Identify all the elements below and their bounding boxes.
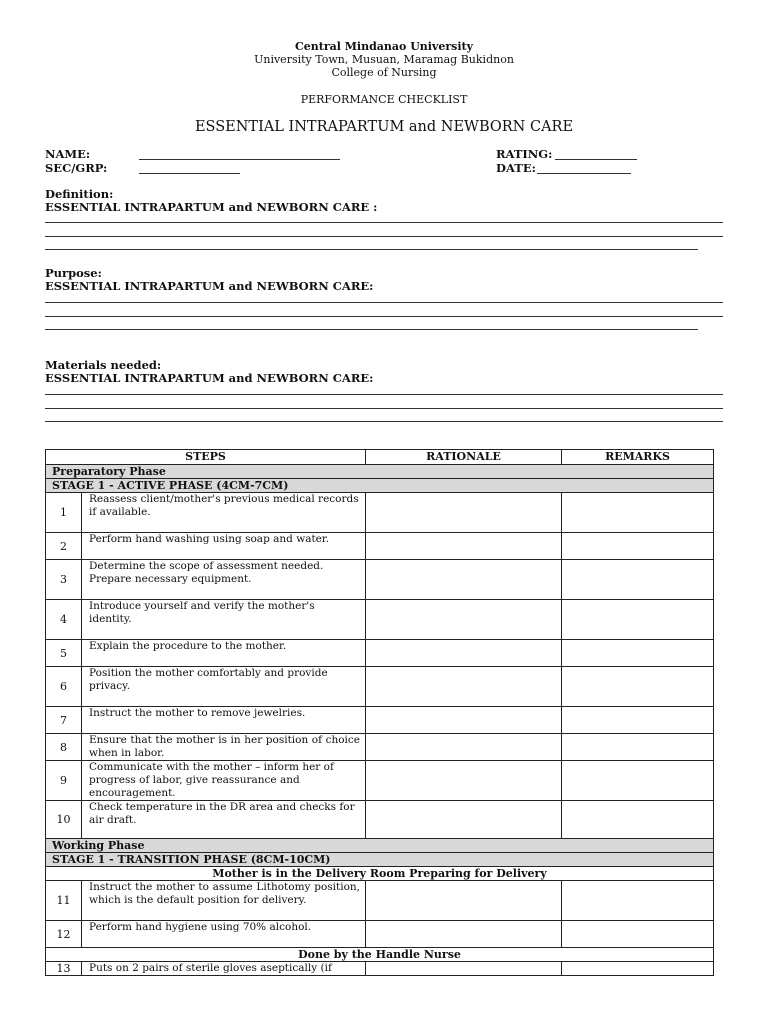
step-text: Explain the procedure to the mother. <box>82 640 366 667</box>
section-preparatory-phase: Preparatory Phase <box>46 465 714 479</box>
name-label: NAME: <box>45 147 91 161</box>
step-text: Determine the scope of assessment needed. Prepare necessary equipment. <box>82 560 366 600</box>
rationale-cell[interactable] <box>366 667 562 707</box>
remarks-cell[interactable] <box>562 761 714 801</box>
definition-heading: Definition: <box>45 187 114 201</box>
checklist-type: PERFORMANCE CHECKLIST <box>300 93 468 106</box>
step-number: 7 <box>46 707 82 734</box>
section-stage1-transition: STAGE 1 - TRANSITION PHASE (8CM-10CM) <box>46 853 714 867</box>
table-row <box>46 667 714 707</box>
rationale-cell[interactable] <box>366 801 562 839</box>
purpose-line-1[interactable] <box>45 302 723 303</box>
remarks-cell[interactable] <box>562 962 714 976</box>
purpose-line-3[interactable] <box>45 329 698 330</box>
remarks-cell[interactable] <box>562 600 714 640</box>
table-row <box>46 600 714 640</box>
secgrp-label: SEC/GRP: <box>45 161 108 175</box>
definition-line-3[interactable] <box>45 249 698 250</box>
step-number: 3 <box>46 560 82 600</box>
step-number: 12 <box>46 921 82 948</box>
table-row <box>46 801 714 839</box>
rationale-cell[interactable] <box>366 962 562 976</box>
handle-nurse-note: Done by the Handle Nurse <box>46 948 714 962</box>
step-text: Ensure that the mother is in her position of choice when in labor. <box>82 734 366 761</box>
section-stage1-active: STAGE 1 - ACTIVE PHASE (4CM-7CM) <box>46 479 714 493</box>
column-header-steps: STEPS <box>46 450 366 465</box>
remarks-cell[interactable] <box>562 881 714 921</box>
definition-line-1[interactable] <box>45 222 723 223</box>
rationale-cell[interactable] <box>366 761 562 801</box>
rationale-cell[interactable] <box>366 921 562 948</box>
definition-subject: ESSENTIAL INTRAPARTUM and NEWBORN CARE : <box>45 200 378 214</box>
step-text: Communicate with the mother – inform her of progress of labor, give reassurance and encouragement. <box>82 761 366 801</box>
step-text: Position the mother comfortably and provide privacy. <box>82 667 366 707</box>
table-row <box>46 761 714 801</box>
university-name: Central Mindanao University <box>294 40 474 53</box>
rationale-cell[interactable] <box>366 533 562 560</box>
checklist-table <box>45 449 714 976</box>
rationale-cell[interactable] <box>366 640 562 667</box>
rating-field-line[interactable] <box>555 159 637 160</box>
delivery-room-note: Mother is in the Delivery Room Preparing for Delivery <box>46 867 714 881</box>
table-row <box>46 921 714 948</box>
step-text: Check temperature in the DR area and checks for air draft. <box>82 801 366 839</box>
date-label: DATE: <box>496 161 536 175</box>
remarks-cell[interactable] <box>562 734 714 761</box>
page-title: ESSENTIAL INTRAPARTUM and NEWBORN CARE <box>194 119 574 135</box>
step-number: 11 <box>46 881 82 921</box>
definition-line-2[interactable] <box>45 236 723 237</box>
step-number: 4 <box>46 600 82 640</box>
step-text: Perform hand hygiene using 70% alcohol. <box>82 921 366 948</box>
table-row <box>46 962 714 976</box>
remarks-cell[interactable] <box>562 801 714 839</box>
college-name: College of Nursing <box>331 66 437 79</box>
rationale-cell[interactable] <box>366 734 562 761</box>
table-row <box>46 560 714 600</box>
rationale-cell[interactable] <box>366 600 562 640</box>
materials-line-2[interactable] <box>45 408 723 409</box>
materials-line-3[interactable] <box>45 421 723 422</box>
section-working-phase: Working Phase <box>46 839 714 853</box>
step-text: Perform hand washing using soap and water. <box>82 533 366 560</box>
materials-subject: ESSENTIAL INTRAPARTUM and NEWBORN CARE: <box>45 371 374 385</box>
step-number: 2 <box>46 533 82 560</box>
step-number: 6 <box>46 667 82 707</box>
table-header-row <box>46 450 714 465</box>
step-text: Introduce yourself and verify the mother's identity. <box>82 600 366 640</box>
remarks-cell[interactable] <box>562 921 714 948</box>
step-text: Instruct the mother to assume Lithotomy position, which is the default position for delivery. <box>82 881 366 921</box>
name-field-line[interactable] <box>139 159 340 160</box>
table-row <box>46 881 714 921</box>
rationale-cell[interactable] <box>366 881 562 921</box>
step-number: 8 <box>46 734 82 761</box>
step-number: 9 <box>46 761 82 801</box>
remarks-cell[interactable] <box>562 707 714 734</box>
materials-line-1[interactable] <box>45 394 723 395</box>
table-row <box>46 493 714 533</box>
materials-heading: Materials needed: <box>45 358 162 372</box>
column-header-rationale: RATIONALE <box>366 450 562 465</box>
secgrp-field-line[interactable] <box>139 173 240 174</box>
purpose-line-2[interactable] <box>45 316 723 317</box>
rating-label: RATING: <box>496 147 553 161</box>
remarks-cell[interactable] <box>562 640 714 667</box>
step-number: 5 <box>46 640 82 667</box>
table-row <box>46 533 714 560</box>
rationale-cell[interactable] <box>366 707 562 734</box>
rationale-cell[interactable] <box>366 560 562 600</box>
step-number: 1 <box>46 493 82 533</box>
column-header-remarks: REMARKS <box>562 450 714 465</box>
remarks-cell[interactable] <box>562 533 714 560</box>
step-text: Puts on 2 pairs of sterile gloves aseptically (if <box>82 962 366 976</box>
remarks-cell[interactable] <box>562 667 714 707</box>
table-row <box>46 707 714 734</box>
remarks-cell[interactable] <box>562 560 714 600</box>
step-text: Reassess client/mother's previous medical records if available. <box>82 493 366 533</box>
university-address: University Town, Musuan, Maramag Bukidnon <box>254 53 514 66</box>
step-number: 13 <box>46 962 82 976</box>
table-row <box>46 640 714 667</box>
purpose-subject: ESSENTIAL INTRAPARTUM and NEWBORN CARE: <box>45 279 374 293</box>
step-number: 10 <box>46 801 82 839</box>
table-row <box>46 734 714 761</box>
remarks-cell[interactable] <box>562 493 714 533</box>
purpose-heading: Purpose: <box>45 266 102 280</box>
date-field-line[interactable] <box>537 173 631 174</box>
step-text: Instruct the mother to remove jewelries. <box>82 707 366 734</box>
rationale-cell[interactable] <box>366 493 562 533</box>
